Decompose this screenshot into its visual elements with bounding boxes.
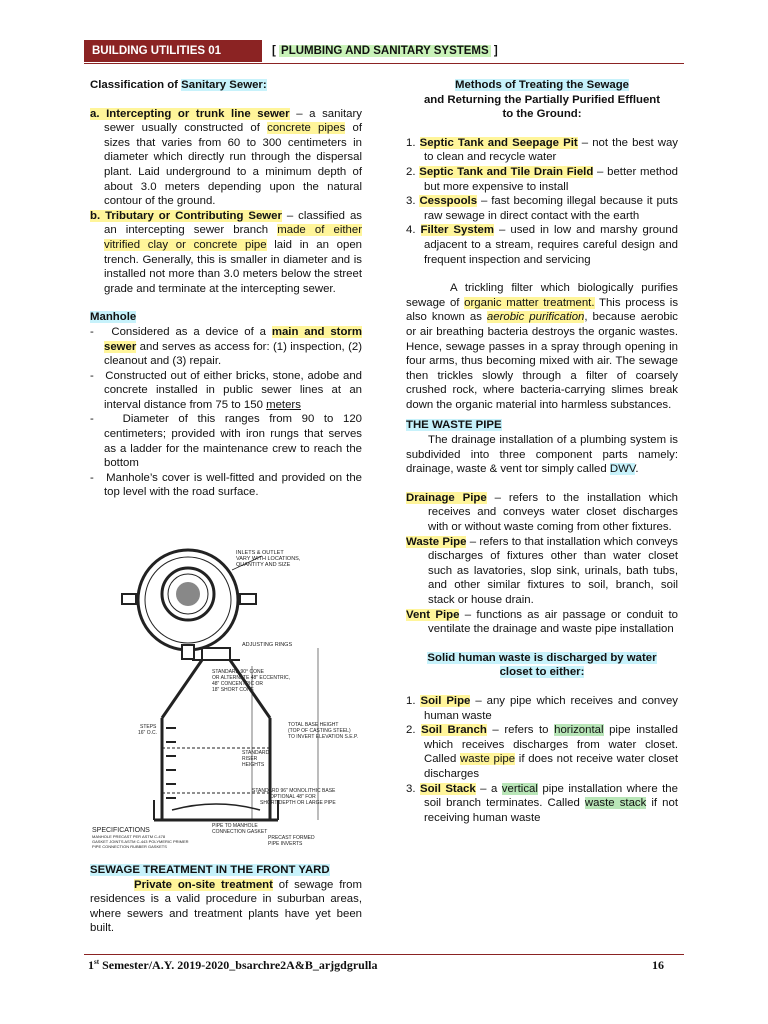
course-title: BUILDING UTILITIES 01 (84, 40, 262, 62)
fig-label: STANDARD 90° CONE (212, 669, 264, 675)
waste-paragraph: The drainage installation of a plumbing system is subdivided into three component parts namely: drainage, waste & vent tor simply called DWV. (406, 434, 678, 476)
manhole-point: - Manhole’s cover is well-fitted and provided on the top level with the road surface. (90, 471, 362, 499)
soil-item: 2. Soil Branch – refers to horizontal pipe installed which receives discharges from water closet. Called waste pipe if does not receive water closet discharges (406, 724, 678, 780)
fig-label: PRECAST FORMED (268, 835, 315, 841)
treatment-section (90, 863, 362, 936)
fig-label: TOTAL BASE HEIGHT (288, 722, 339, 728)
intercepting-sewer-item: a. Intercepting or trunk line sewer – a sanitary sewer usually constructed of concrete pipes of sizes that varies from 60 to 300 centimeters in diameter which directly run through the dispersal plant. Laid underground to a minimum depth of about 3.0 meters depending upon the natural contour of the ground. (90, 107, 363, 208)
fig-label: HEIGHTS (242, 762, 265, 768)
methods-heading-line: and Returning the Partially Purified Effluent (423, 93, 661, 106)
fig-label: QUANTITY AND SIZE (236, 562, 291, 568)
footer-semester: 1st Semester/A.Y. 2019-2020_bsarchre2A&B_arjgdgrulla (88, 958, 378, 972)
manhole-point: - Diameter of this ranges from 90 to 120 centimeters; provided with iron rungs that serves as a ladder for the maintenance crew to reach the bottom (90, 413, 362, 470)
topic-highlight: PLUMBING AND SANITARY SYSTEMS (281, 45, 489, 57)
classification-heading: Classification of Sanitary Sewer: (90, 79, 267, 91)
filter-paragraph: A trickling filter which biologically purifies sewage of organic matter treatment. This process is also known as aerobic purification, because aerobic or air breathing bacteria destroys the organic wastes. Hence, sewage passes in a spray through opening in four arms, thus becoming mixed with air. The sewage then trickles slowly through a filter of coarsely crushed rock, where bacteria-carrying slimes break down the organic material into harmless substances. (406, 282, 679, 411)
waste-pipe-heading: THE WASTE PIPE (406, 419, 502, 432)
fig-label: ADJUSTING RINGS (242, 642, 293, 648)
soil-item: 3. Soil Stack – a vertical pipe installation where the soil branch terminates. Called waste stack if not receiving human waste (406, 782, 678, 824)
fig-label: PIPE INVERTS (268, 841, 303, 847)
fig-label: VARY WITH LOCATIONS, (236, 556, 301, 562)
solid-waste-heading: closet to either: (499, 666, 585, 679)
fig-label: STANDARD (242, 750, 270, 756)
method-item: 1. Septic Tank and Seepage Pit – not the best way to clean and recycle water (406, 136, 678, 164)
fig-label: OPTIONAL 48" FOR (270, 794, 316, 800)
soil-item: 1. Soil Pipe – any pipe which receives and convey human waste (406, 694, 678, 722)
topic-title: [ PLUMBING AND SANITARY SYSTEMS ] (272, 45, 498, 57)
fig-label: CONNECTION GASKET (212, 829, 268, 835)
treatment-text: Private on-site treatment of sewage from residences is a valid procedure in suburban areas, where sewers and treatment plants have yet been built. (90, 878, 362, 935)
manhole-heading: Manhole (90, 311, 137, 324)
fig-label: OR ALTERNATE 48" ECCENTRIC, (212, 675, 290, 681)
fig-label: SPECIFICATIONS (92, 827, 150, 834)
method-item: 2. Septic Tank and Tile Drain Field – better method but more expensive to install (406, 165, 679, 193)
methods-heading-line: to the Ground: (502, 108, 582, 121)
method-item: 4. Filter System – used in low and marshy ground adjacent to a stream, requires careful design and frequent inspection and servicing (406, 224, 678, 266)
fig-label: TO INVERT ELEVATION S.E.P. (288, 734, 359, 740)
footer-rule (84, 954, 684, 955)
tributary-sewer-item: b. Tributary or Contributing Sewer – classified as an intercepting sewer branch made of either vitrified clay or concrete pipe laid in an open trench. Generally, this is smaller in diameter and is installed not more than 3.0 meters below the street grade and terminate at the intercepting sewer. (90, 209, 362, 295)
method-item: 3. Cesspools – fast becoming illegal because it puts raw sewage in direct contact with the earth (406, 195, 679, 222)
treatment-heading: SEWAGE TREATMENT IN THE FRONT YARD (90, 864, 330, 876)
fig-label: SHORT DEPTH OR LARGE PIPE (260, 800, 336, 806)
vent-pipe-def: Vent Pipe – functions as air passage or conduit to ventilate the drainage and waste pipe installation (406, 608, 679, 636)
fig-label: PIPE TO MANHOLE (212, 823, 258, 829)
header-rule (84, 63, 684, 64)
fig-label: (TOP OF CASTING STEEL) (288, 728, 351, 734)
solid-waste-heading: Solid human waste is discharged by water (427, 651, 657, 664)
fig-label: STANDARD 96" MONOLITHIC BASE (252, 788, 336, 794)
drainage-pipe-def: Drainage Pipe – refers to the installation which receives and conveys water closet discharges with or without waste coming from other fixtures. (406, 491, 679, 534)
right-column (406, 78, 678, 825)
manhole-point: - Considered as a device of a main and storm sewer and serves as access for: (1) inspection, (2) cleanout and (3) repair. (90, 325, 362, 368)
fig-label: GASKET JOINTS ASTM C-443 POLYMERIC PRIMER (92, 839, 189, 844)
page-header (84, 40, 684, 62)
fig-label: STEPS (140, 724, 157, 730)
fig-label: RISER (242, 756, 258, 762)
fig-label: INLETS & OUTLET (236, 550, 284, 556)
left-column (90, 78, 362, 500)
fig-label: PIPE CONNECTION RUBBER GASKETS (92, 844, 167, 848)
methods-heading: Methods of Treating the Sewage (454, 79, 630, 91)
fig-label: MANHOLE PRECAST PER ASTM C-478 (92, 834, 166, 839)
manhole-diagram (92, 548, 364, 848)
manhole-steps (166, 728, 176, 798)
page-number: 16 (652, 958, 664, 972)
waste-pipe-def: Waste Pipe – refers to that installation which conveys discharges of fixtures other than water closet such as lavatories, slop sink, urinals, bath tubs, and other similar fixtures to soil, branch, soil stack or house drain. (406, 535, 678, 606)
manhole-point: - Constructed out of either bricks, stone, adobe and concrete installed in public sewer lines at an interval distance from 75 to 150 meters (90, 369, 362, 411)
fig-label: 18" SHORT CONE (212, 687, 254, 693)
fig-label: 16" O.C. (138, 730, 158, 736)
fig-label: 48" CONCENTRIC OR (212, 681, 263, 687)
